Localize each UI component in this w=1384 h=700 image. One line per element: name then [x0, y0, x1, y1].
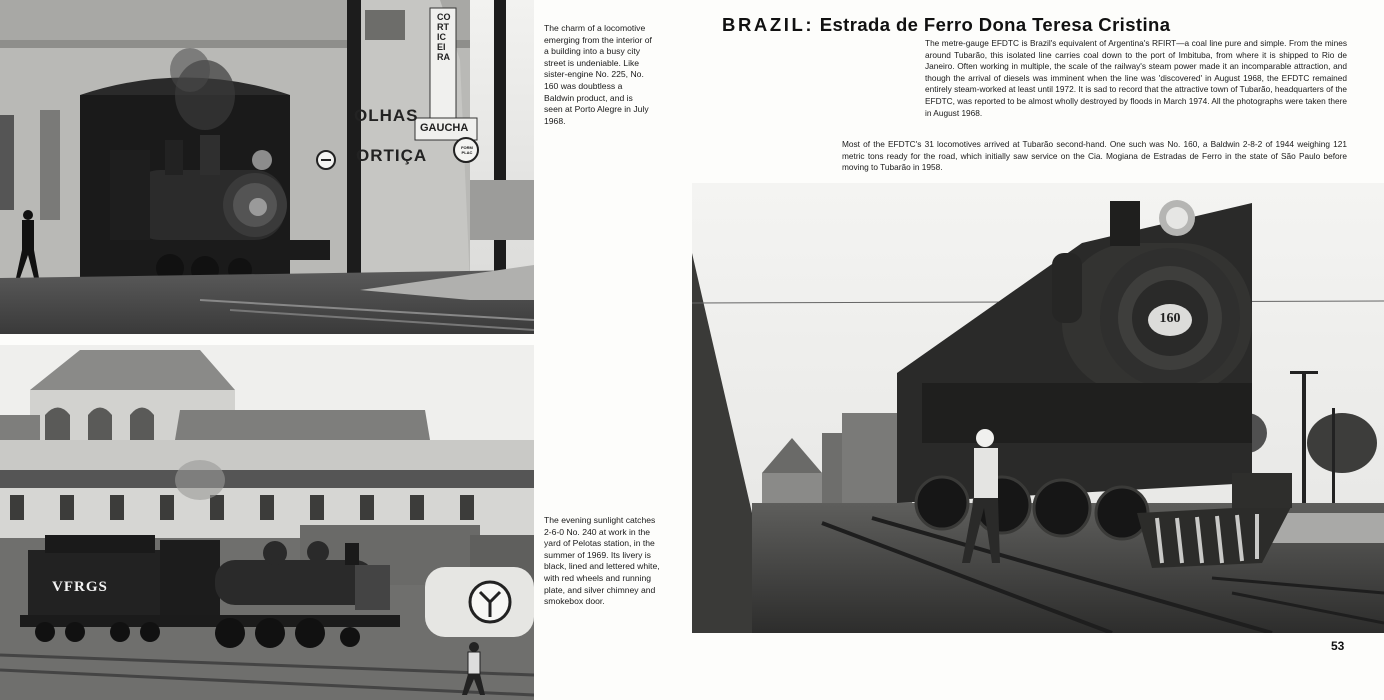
sign-gaucha: GAUCHA	[420, 122, 469, 134]
tender-lettering: VFRGS	[52, 579, 108, 595]
page-number: 53	[1331, 639, 1345, 653]
photo-locomotive-street	[0, 0, 534, 334]
sign-corticeira: CORTICEIRA	[437, 12, 451, 62]
number-plate-160: 160	[1159, 311, 1181, 326]
intro-paragraph: The metre-gauge EFDTC is Brazil's equivalent of Argentina's RFIRT—a coal line pure and simple. From the mines around Tubarão, this isolated line carries coal down to the port of Imbituba, from where it is shipped to Rio de Janeiro. Often working in multiple, the scale of the railway's steam power made it an incomparable attraction, and though the arrival of diesels was imminent when the line was 'discovered' in August 1968, the EFDTC remained entirely steam-worked at least until 1972. It is sad to record that the attractive town of Tubarão, headquarters of the EFDTC, was reported to be almost wholly destroyed by floods in March 1974. All the photographs were taken there in August 1968.	[925, 38, 1347, 118]
title-railway: Estrada de Ferro Dona Teresa Cristina	[819, 14, 1171, 35]
wall-lettering-olhas: OLHAS	[354, 106, 419, 125]
chapter-title	[722, 14, 1170, 36]
small-round-sign: FORM PLAC	[461, 145, 473, 155]
photo-separator	[0, 334, 534, 345]
photo-locomotive-160	[692, 183, 1384, 633]
caption-bottom: The evening sunlight catches 2-6-0 No. 240 at work in the yard of Pelotas station, in the summer of 1969. Its livery is black, lined and lettered white, with red wheels and running plate, and silver chimney and smokebox door.	[544, 515, 660, 607]
caption-top: The charm of a locomotive emerging from the interior of a building into a busy city street is undeniable. Like sister-engine No. 225, No. 160 was doubtless a Baldwin product, and is seen at Porto Alegre in July 1968.	[544, 23, 652, 126]
photo-pelotas-station	[0, 345, 534, 700]
title-country: BRAZIL:	[722, 14, 815, 35]
wall-lettering-ortica: ORTIÇA	[356, 146, 428, 165]
second-paragraph: Most of the EFDTC's 31 locomotives arrived at Tubarão second-hand. One such was No. 160, a Baldwin 2-8-2 of 1944 weighing 121 metric tons ready for the road, which initially saw service on the Cia. Mogiana de Estradas de Ferro in the state of São Paulo before moving to Tubarão in 1958.	[842, 139, 1347, 173]
